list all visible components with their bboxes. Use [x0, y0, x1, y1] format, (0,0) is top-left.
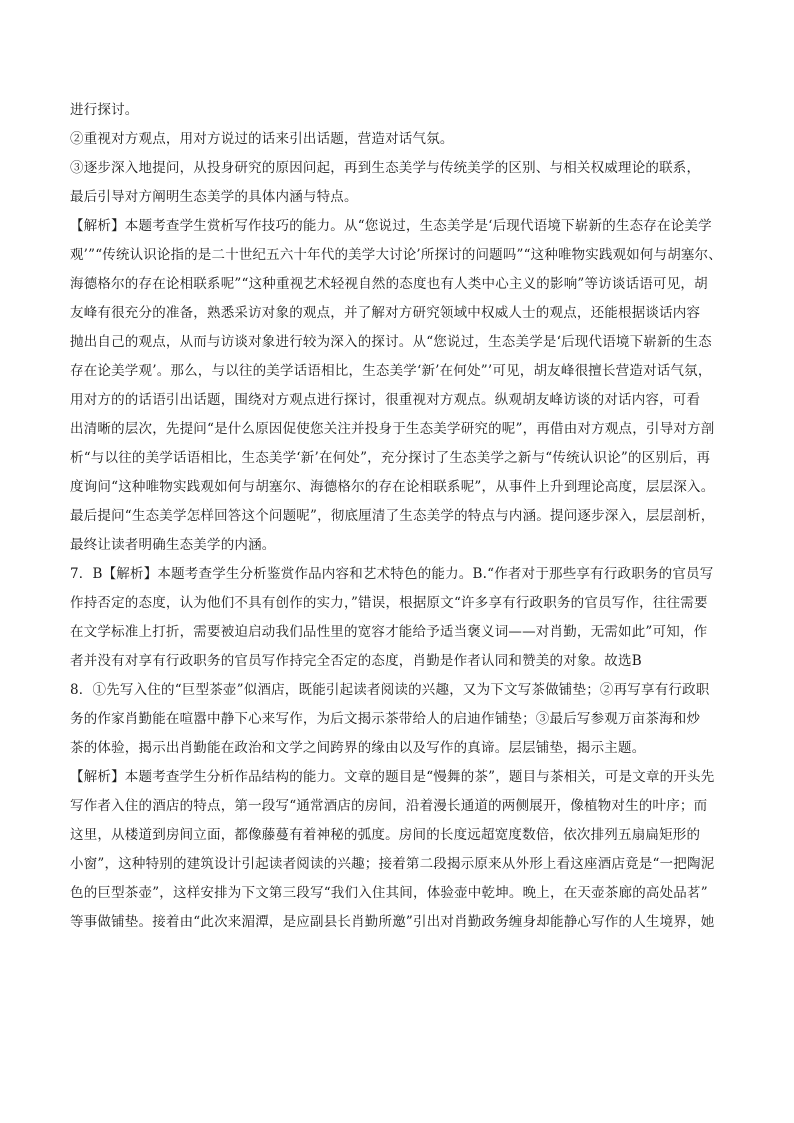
text-line: 7．B【解析】本题考查学生分析鉴赏作品内容和艺术特色的能力。B.“作者对于那些享有行政职务的官员写: [70, 566, 714, 582]
text-line: 【解析】本题考查学生赏析写作技巧的能力。从“您说过，生态美学是‘后现代语境下崭新的生态存在论美学: [70, 218, 712, 234]
para-continuation: [70, 96, 722, 125]
text-line: 小窗”，这种特别的建筑设计引起读者阅读的兴趣；接着第二段揭示原来从外形上看这座酒店竟是“一把陶泥: [70, 856, 715, 872]
text-line: 写作者入住的酒店的特点，第一段写“通常酒店的房间，沿着漫长通道的两侧展开，像植物对生的叶序；而: [70, 798, 708, 814]
text-line: 最后提问“生态美学怎样回答这个问题呢”，彻底厘清了生态美学的特点与内涵。提问逐步深入，层层剖析，: [70, 508, 715, 524]
document-body: [70, 96, 722, 937]
text-line: 用对方的的话语引出话题，围绕对方观点进行探讨，很重视对方观点。纵观胡友峰访谈的对话内容，可看: [70, 392, 701, 408]
text-line: 观’”“传统认识论指的是二十世纪五六十年代的美学大讨论’所探讨的问题吗”“这种唯物实践观如何与胡塞尔、: [70, 247, 722, 263]
text-line: 最终让读者明确生态美学的内涵。: [70, 537, 276, 553]
text-line: 度询问“这种唯物实践观如何与胡塞尔、海德格尔的存在论相联系呢”，从事件上升到理论高度，层层深入。: [70, 479, 715, 495]
text-line: 8．①先写入住的“巨型茶壶”似酒店，既能引起读者阅读的兴趣，又为下文写茶做铺垫；②再写享有行政职: [70, 682, 710, 698]
para-answer-7: [70, 560, 722, 676]
text-line: 析“与以往的美学话语相比，生态美学‘新’在何处”，充分探讨了生态美学之新与“传统认识论”的区别后，再: [70, 450, 711, 466]
text-line: 友峰有很充分的准备，熟悉采访对象的观点，并了解对方研究领域中权威人士的观点，还能根据谈话内容: [70, 305, 701, 321]
para-analysis-6: [70, 212, 722, 560]
text-line: 出清晰的层次，先提问“是什么原因促使您关注并投身于生态美学研究的呢”，再借由对方观点，引导对方剖: [70, 421, 715, 437]
text-line: 者并没有对享有行政职务的官员写作持完全否定的态度，肖勤是作者认同和赞美的对象。故选B: [70, 653, 642, 669]
text-line: 这里，从楼道到房间立面，都像藤蔓有着神秘的弧度。房间的长度远超宽度数倍，依次排列五扇扁矩形的: [70, 827, 701, 843]
text-line: 最后引导对方阐明生态美学的具体内涵与特点。: [70, 189, 358, 205]
para-point-3: [70, 154, 722, 212]
text-line: ②重视对方观点，用对方说过的话来引出话题，营造对话气氛。: [70, 131, 454, 147]
text-line: 作持否定的态度，认为他们不具有创作的实力，”错误，根据原文“许多享有行政职务的官员写作，往往需要: [70, 595, 708, 611]
text-line: 存在论美学观’。那么，与以往的美学话语相比，生态美学‘新’在何处”’可见，胡友峰很擅长营造对话气氛，: [70, 363, 712, 379]
text-line: 在文学标准上打折，需要被迫启动我们品性里的宽容才能给予适当褒义词——对肖勤，无需如此”可知，作: [70, 624, 708, 640]
text-line: 【解析】本题考查学生分析作品结构的能力。文章的题目是“慢舞的茶”，题目与茶相关，可是文章的开头先: [70, 769, 715, 785]
text-line: ③逐步深入地提问，从投身研究的原因问起，再到生态美学与传统美学的区别、与相关权威理论的联系，: [70, 160, 701, 176]
text-line: 抛出自己的观点，从而与访谈对象进行较为深入的探讨。从“您说过，生态美学是‘后现代语境下崭新的生态: [70, 334, 712, 350]
para-answer-8: [70, 676, 722, 763]
text-line: 茶的体验，揭示出肖勤能在政治和文学之间跨界的缘由以及写作的真谛。层层铺垫，揭示主题。: [70, 740, 646, 756]
para-analysis-8: [70, 763, 722, 937]
text-line: 海德格尔的存在论相联系呢”“这种重视艺术轻视自然的态度也有人类中心主义的影响”等访谈话语可见，胡: [70, 276, 708, 292]
text-line: 色的巨型茶壶”，这样安排为下文第三段写“我们入住其间，体验壶中乾坤。晚上，在天壶茶廊的高处品茗”: [70, 885, 708, 901]
text-line: 务的作家肖勤能在喧嚣中静下心来写作，为后文揭示茶带给人的启迪作铺垫；③最后写参观万亩茶海和炒: [70, 711, 701, 727]
para-point-2: [70, 125, 722, 154]
text-line: 等事做铺垫。接着由“此次来湄潭，是应副县长肖勤所邀”引出对肖勤政务缠身却能静心写作的人生境界，她: [70, 914, 715, 930]
text-line: 进行探讨。: [70, 102, 139, 118]
